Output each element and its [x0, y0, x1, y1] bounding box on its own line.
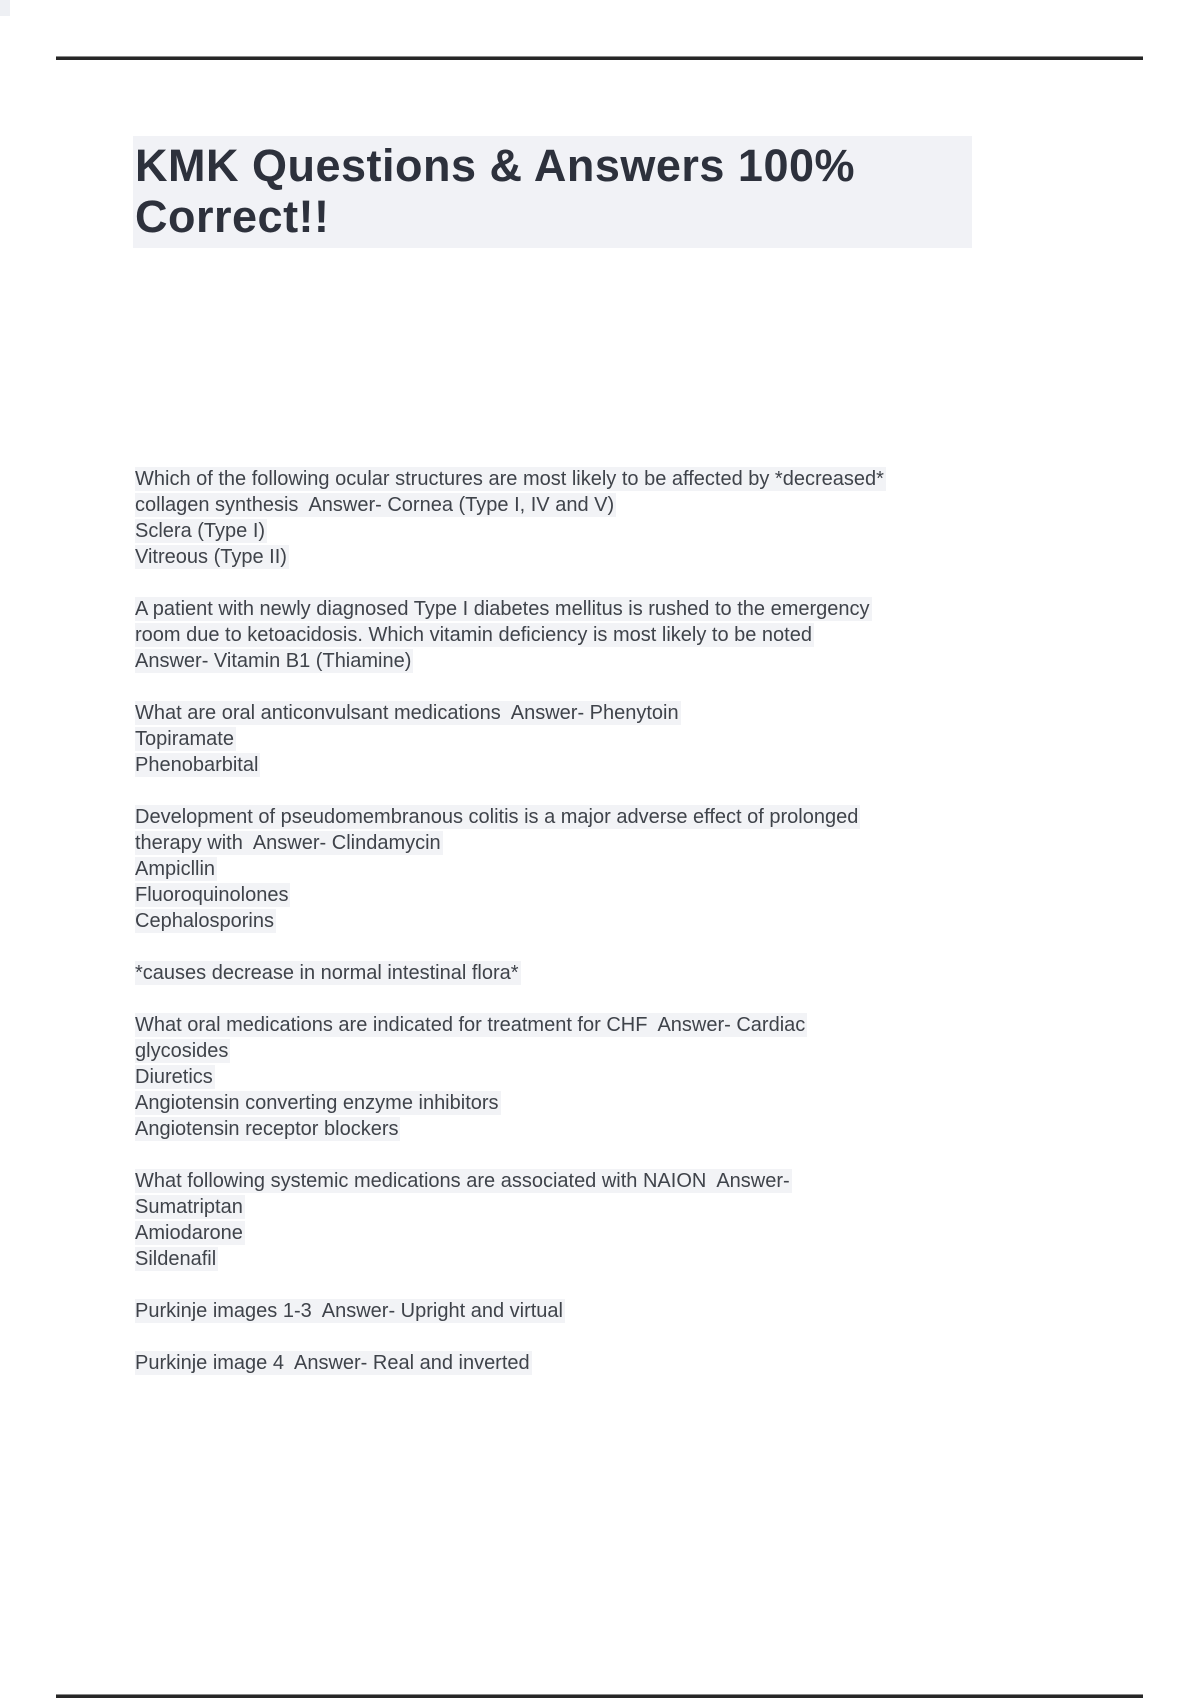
qa-line: Which of the following ocular structures are most likely to be affected by *decreased* [135, 468, 884, 490]
qa-block [135, 1012, 983, 1142]
document-body [135, 466, 983, 1402]
qa-line: *causes decrease in normal intestinal flora* [135, 962, 519, 984]
qa-block [135, 700, 983, 778]
header-rule [56, 56, 1143, 60]
qa-line: Sumatriptan [135, 1196, 243, 1218]
qa-line: Vitreous (Type II) [135, 546, 287, 568]
qa-line: Angiotensin receptor blockers [135, 1118, 399, 1140]
qa-line: Development of pseudomembranous colitis is a major adverse effect of prolonged [135, 806, 859, 828]
qa-line: Purkinje image 4 Answer- Real and inverted [135, 1352, 530, 1374]
qa-block [135, 466, 983, 570]
qa-line: room due to ketoacidosis. Which vitamin deficiency is most likely to be noted [135, 624, 812, 646]
qa-line: Fluoroquinolones [135, 884, 289, 906]
qa-line: Topiramate [135, 728, 234, 750]
qa-block [135, 596, 983, 674]
qa-line: Ampicllin [135, 858, 216, 880]
footer-rule [56, 1694, 1143, 1698]
corner-artifact [0, 0, 10, 16]
qa-line: What oral medications are indicated for treatment for CHF Answer- Cardiac [135, 1014, 806, 1036]
page-title-line-1: KMK Questions & Answers 100% [135, 140, 856, 191]
qa-block [135, 1298, 983, 1324]
qa-line: Sildenafil [135, 1248, 217, 1270]
qa-block [135, 1168, 983, 1272]
qa-line: Sclera (Type I) [135, 520, 266, 542]
qa-line: A patient with newly diagnosed Type I diabetes mellitus is rushed to the emergency [135, 598, 870, 620]
page-title-line-2: Correct!! [135, 191, 330, 242]
qa-block [135, 804, 983, 934]
qa-line: glycosides [135, 1040, 229, 1062]
qa-line: Angiotensin converting enzyme inhibitors [135, 1092, 499, 1114]
qa-line: Amiodarone [135, 1222, 243, 1244]
qa-line: What following systemic medications are associated with NAION Answer- [135, 1170, 790, 1192]
qa-line: What are oral anticonvulsant medications Answer- Phenytoin [135, 702, 679, 724]
qa-line: Purkinje images 1-3 Answer- Upright and virtual [135, 1300, 563, 1322]
qa-line: Answer- Vitamin B1 (Thiamine) [135, 650, 412, 672]
qa-block [135, 1350, 983, 1376]
qa-line: Cephalosporins [135, 910, 274, 932]
qa-block [135, 960, 983, 986]
qa-line: therapy with Answer- Clindamycin [135, 832, 441, 854]
qa-line: collagen synthesis Answer- Cornea (Type I, IV and V) [135, 494, 615, 516]
qa-line: Diuretics [135, 1066, 213, 1088]
qa-line: Phenobarbital [135, 754, 259, 776]
page-title [133, 136, 972, 248]
